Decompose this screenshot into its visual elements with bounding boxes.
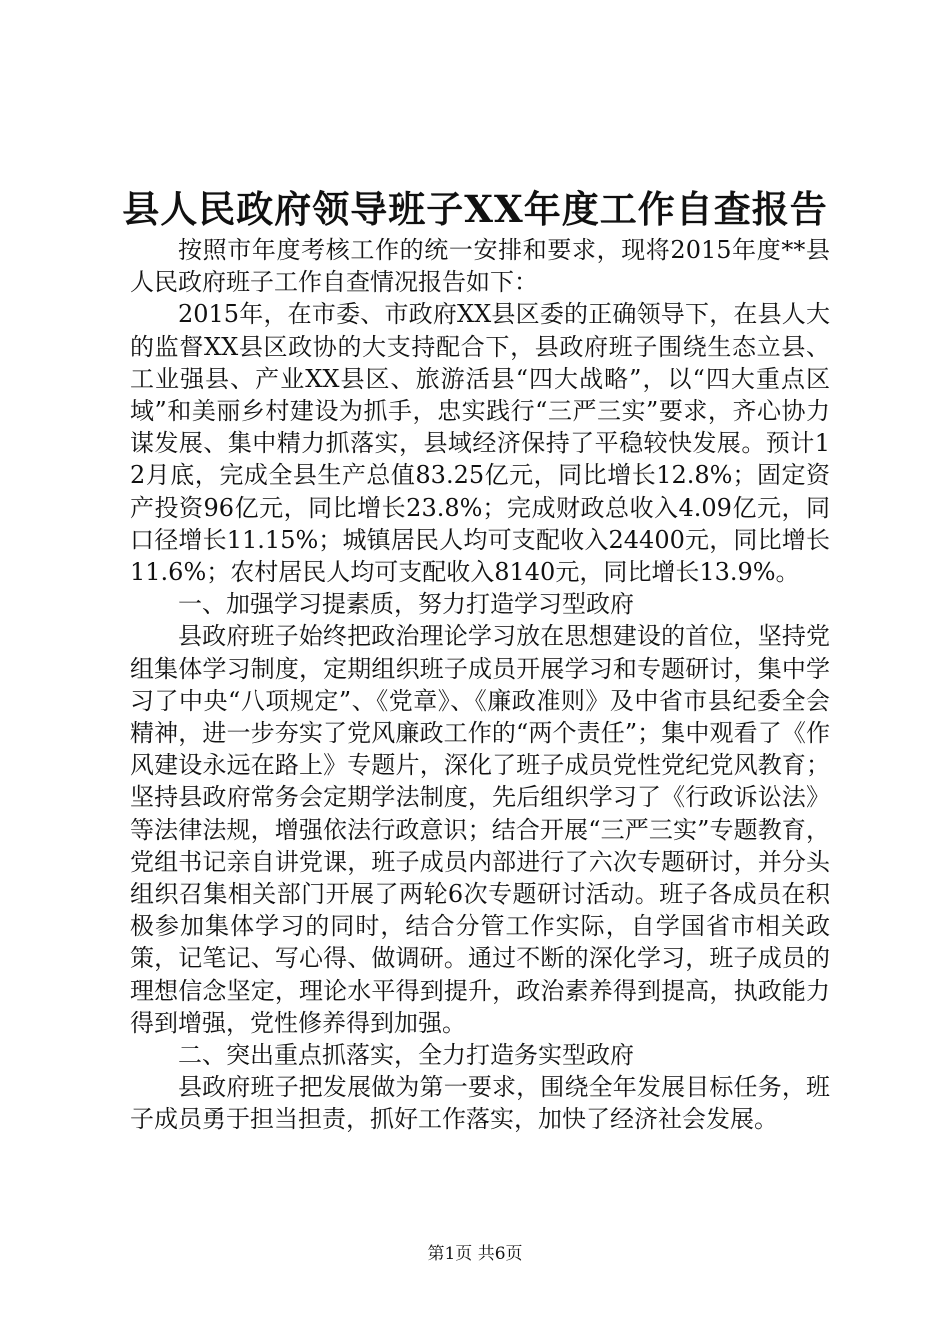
page-footer: 第1页 共6页 [427,1244,523,1264]
document-body [130,234,830,1136]
paragraph-implementation: 县政府班子把发展做为第一要求，围绕全年发展目标任务，班子成员勇于担当担责，抓好工作落实，加快了经济社会发展。 [130,1073,830,1134]
paragraph-overview: 2015年，在市委、市政府XX县区委的正确领导下，在县人大的监督XX县区政协的大支持配合下，县政府班子围绕生态立县、工业强县、产业XX县区、旅游活县“四大战略”，以“四大重点区域”和美丽乡村建设为抓手，忠实践行“三严三实”要求，齐心协力谋发展、集中精力抓落实，县域经济保持了平稳较快发展。预计12月底，完成全县生产总值83.25亿元，同比增长12.8%；固定资产投资96亿元，同比增长23.8%；完成财政总收入4.09亿元，同口径增长11.15%；城镇居民人均可支配收入24400元，同比增长11.6%；农村居民人均可支配收入8140元，同比增长13.9%。 [130,300,830,587]
section-heading-2: 二、突出重点抓落实，全力打造务实型政府 [178,1041,634,1070]
section-heading-1: 一、加强学习提素质，努力打造学习型政府 [178,590,634,619]
document-title: 县人民政府领导班子XX年度工作自查报告 [122,187,828,231]
paragraph-intro: 按照市年度考核工作的统一安排和要求，现将2015年度**县人民政府班子工作自查情况报告如下： [130,236,830,297]
paragraph-study: 县政府班子始终把政治理论学习放在思想建设的首位，坚持党组集体学习制度，定期组织班子成员开展学习和专题研讨，集中学习了中央“八项规定”、《党章》、《廉政准则》及中省市县纪委全会精神，进一步夯实了党风廉政工作的“两个责任”；集中观看了《作风建设永远在路上》专题片，深化了班子成员党性党纪党风教育；坚持县政府常务会定期学法制度，先后组织学习了《行政诉讼法》等法律法规，增强依法行政意识；结合开展“三严三实”专题教育，党组书记亲自讲党课，班子成员内部进行了六次专题研讨，并分头组织召集相关部门开展了两轮6次专题研讨活动。班子各成员在积极参加集体学习的同时，结合分管工作实际，自学国省市相关政策，记笔记、写心得、做调研。通过不断的深化学习，班子成员的理想信念坚定，理论水平得到提升，政治素养得到提高，执政能力得到增强，党性修养得到加强。 [130,622,830,1037]
